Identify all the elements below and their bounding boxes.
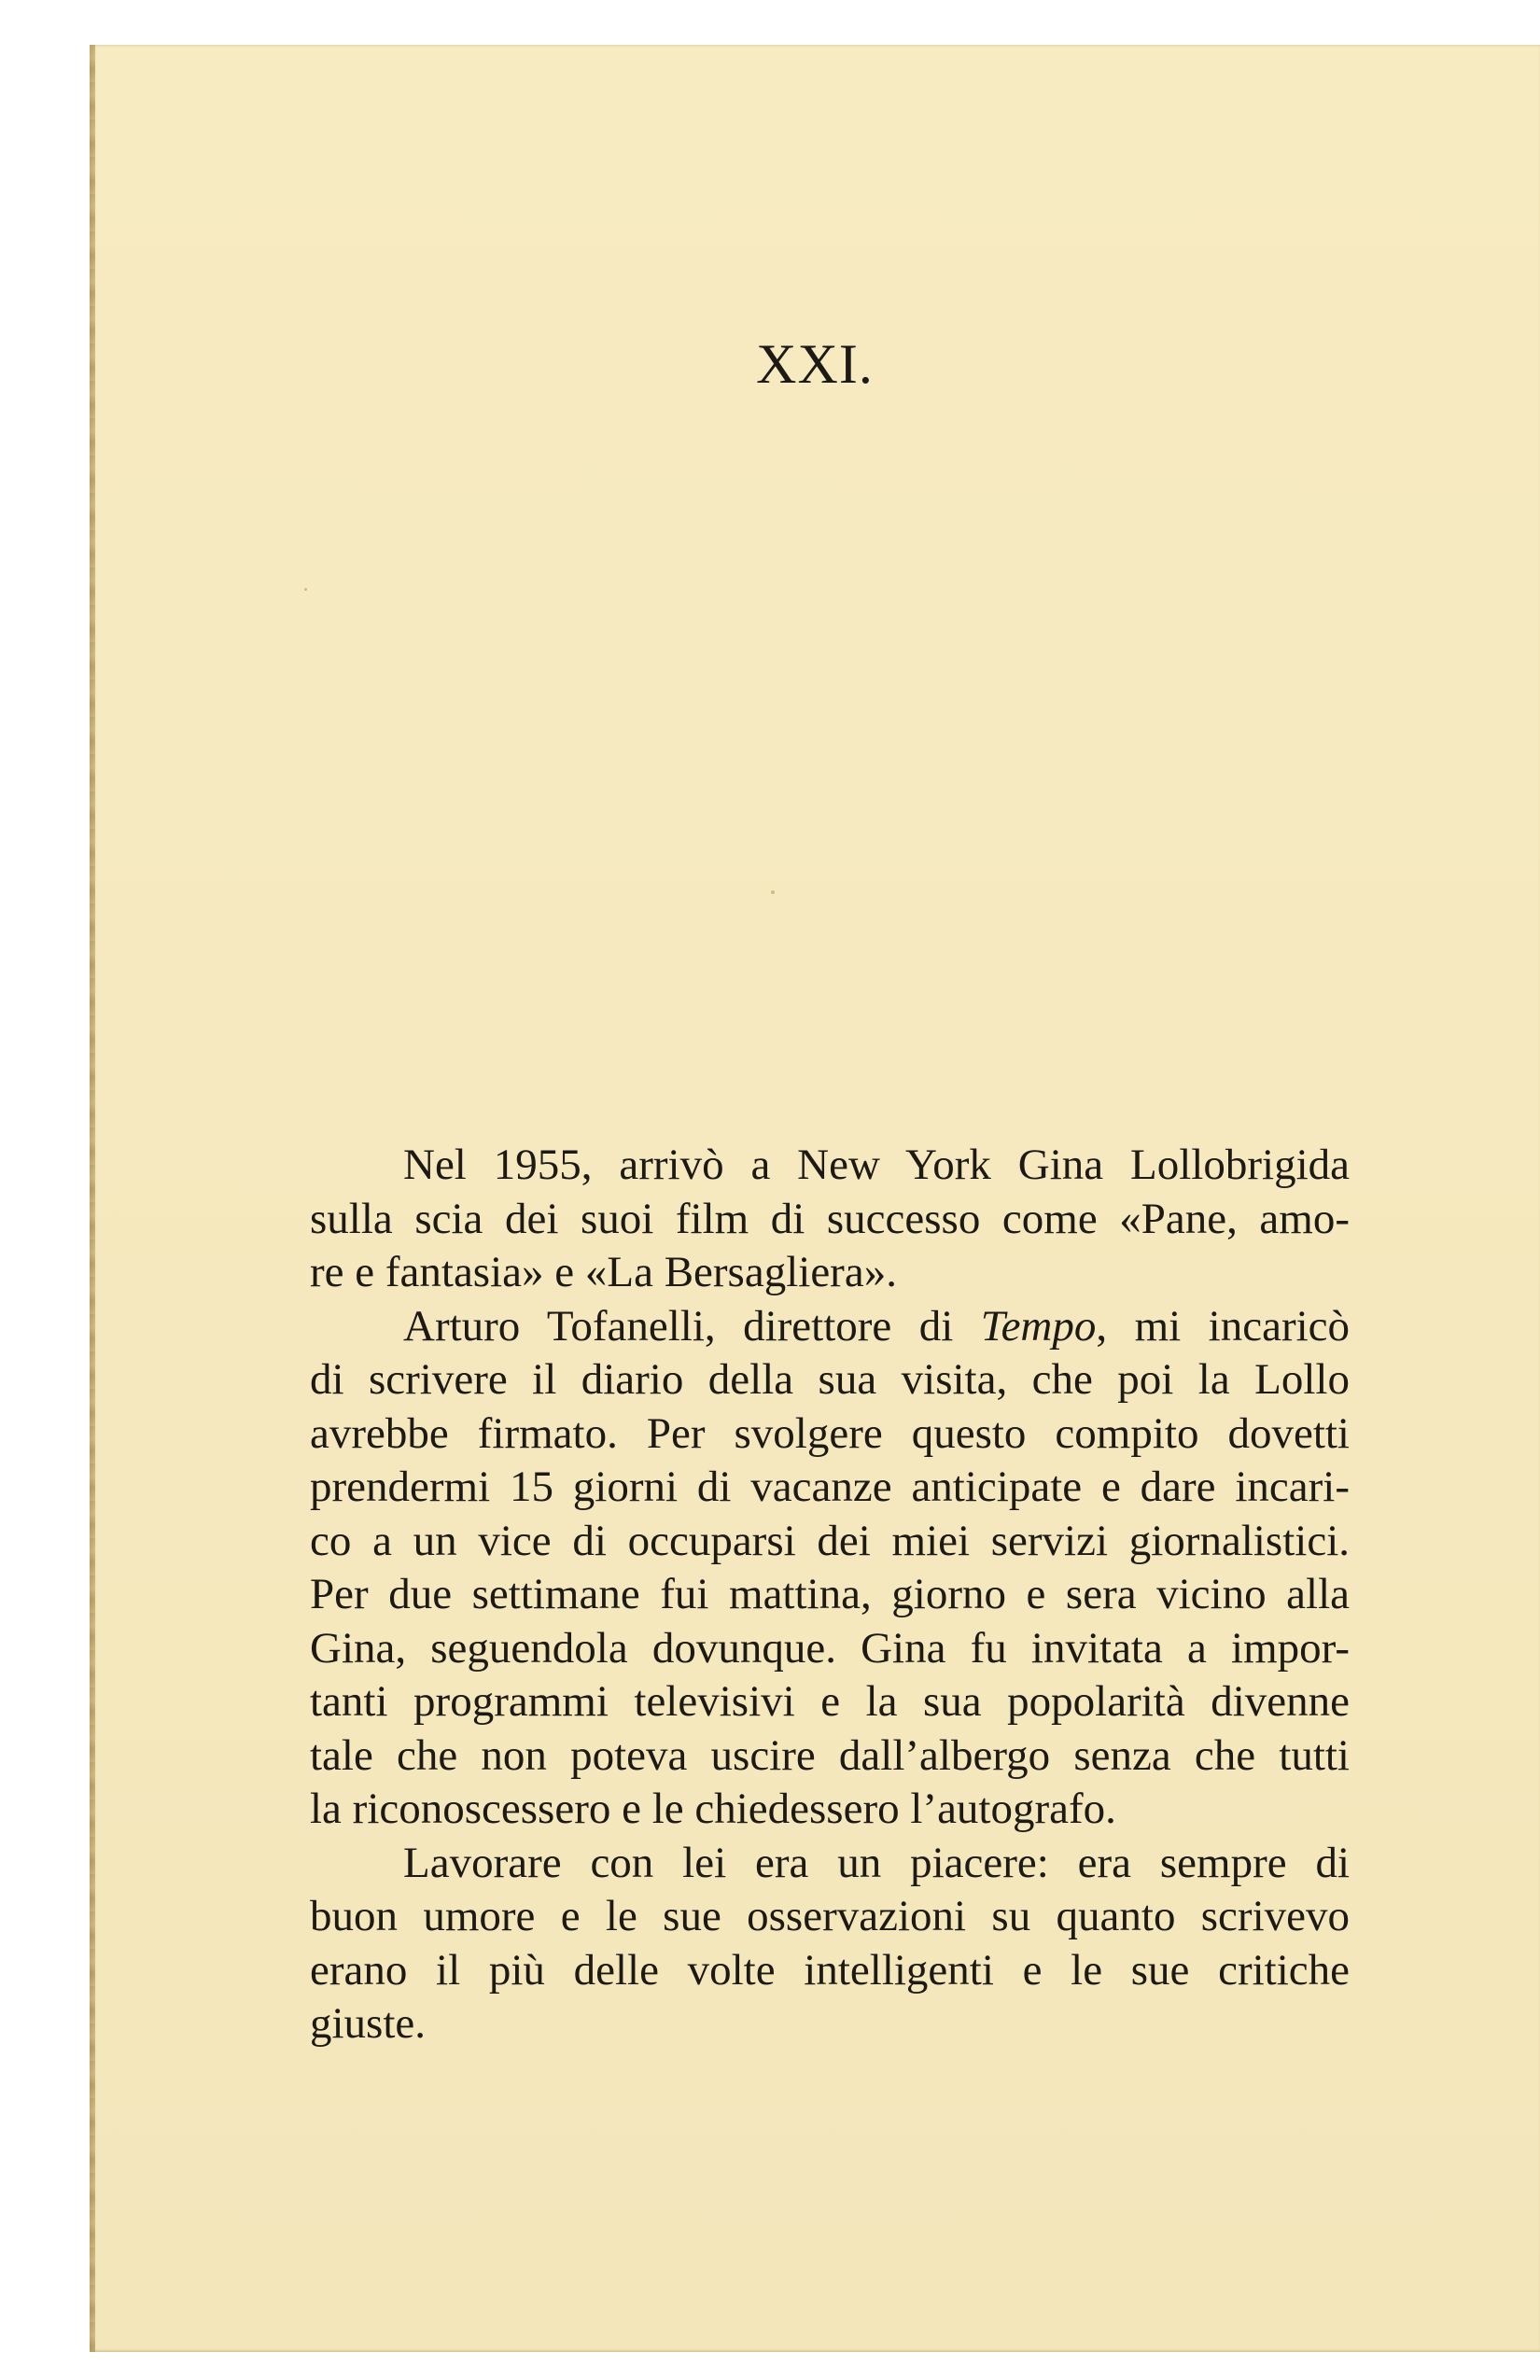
text-line: Gina, seguendola dovunque. Gina fu invitata a impor-: [310, 1623, 1350, 1673]
text-line: Arturo Tofanelli, direttore di Tempo, mi incaricò: [403, 1301, 1351, 1351]
text-line: tanti programmi televisivi e la sua popolarità divenne: [310, 1677, 1350, 1726]
text-line: co a un vice di occuparsi dei miei servizi giornalistici.: [310, 1516, 1350, 1565]
text-line: Per due settimane fui mattina, giorno e sera vicino alla: [310, 1570, 1350, 1618]
paper-speck: [771, 890, 775, 894]
paper-speck: [304, 588, 307, 591]
text-line: di scrivere il diario della sua visita, che poi la Lollo: [310, 1355, 1350, 1404]
text-line: erano il più delle volte intelligenti e le sue critiche: [310, 1945, 1350, 1995]
text-line: avrebbe firmato. Per svolgere questo compito dovetti: [310, 1408, 1350, 1458]
text-line: sulla scia dei suoi film di successo come «Pane, amo-: [310, 1194, 1350, 1243]
text-line: re e fantasia» e «La Bersagliera».: [310, 1248, 897, 1296]
text-line: Lavorare con lei era un piacere: era sempre di: [403, 1838, 1350, 1887]
text-line: prendermi 15 giorni di vacanze anticipate e dare incari-: [310, 1463, 1350, 1511]
text-line: Nel 1955, arrivò a New York Gina Lollobrigida: [403, 1141, 1350, 1189]
text-line: tale che non poteva uscire dall’albergo senza che tutti: [310, 1730, 1350, 1780]
text-line: giuste.: [310, 1999, 427, 2048]
text-line: buon umore e le sue osservazioni su quanto scrivevo: [310, 1892, 1350, 1940]
chapter-number: XXI.: [756, 333, 874, 395]
text-line: la riconoscessero e le chiedessero l’autografo.: [310, 1785, 1116, 1833]
body-text: [310, 1139, 1350, 2051]
book-page: [90, 45, 1540, 2352]
